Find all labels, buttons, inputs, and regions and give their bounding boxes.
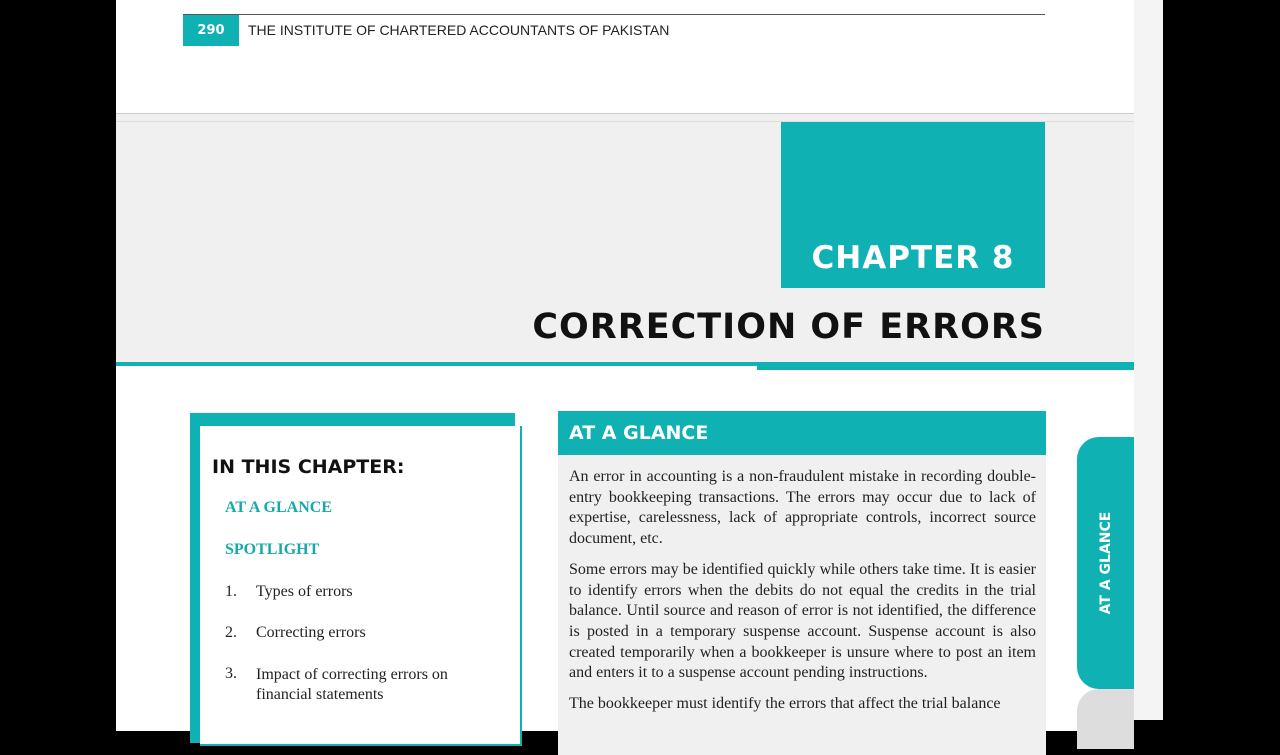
paragraph: An error in accounting is a non-fraudulent mistake in recording double-entry bookkeeping transactions. The errors may occur due to lack of expertise, carelessness, lack of appropriate controls, incorrect source document, etc. [569,468,1036,548]
side-tab-label: AT A GLANCE [1097,511,1114,615]
chapter-label: CHAPTER 8 [811,240,1015,276]
toc-item[interactable] [225,665,495,705]
toc-item[interactable] [225,624,366,642]
chapter-box [781,122,1045,288]
paragraph: The bookkeeper must identify the errors that affect the trial balance [569,695,1001,713]
chapter-page [116,121,1134,731]
at-a-glance-body [558,455,1046,755]
toc-item-label: Correcting errors [256,624,366,641]
toc-heading: IN THIS CHAPTER: [212,456,405,478]
document-viewer [116,0,1163,720]
divider-thick [757,366,1134,370]
toc-item[interactable] [225,499,332,517]
toc-item-label: Types of errors [256,583,353,600]
viewer-margin [1134,0,1163,720]
at-a-glance-heading: AT A GLANCE [558,411,1046,455]
chapter-title: CORRECTION OF ERRORS [532,307,1045,347]
toc-item[interactable] [225,583,353,601]
side-tab-next[interactable] [1077,689,1134,749]
toc-item-number: 2. [225,624,237,641]
page-290 [116,0,1134,114]
chapter-banner [116,122,1134,366]
toc-item-number: 1. [225,583,237,600]
header-rule [183,14,1045,15]
paragraph: Some errors may be identified quickly while others take time. It is easier to identify errors when the debits do not equal the credits in the trial balance. Until source and reason of error is not identified, the difference is posted in a temporary suspense account. Suspense account is also created temporarily when a bookkeeper is unsure where to post an item and enters it to a suspense account pending instructions. [569,560,1036,682]
toc-item-label: AT A GLANCE [225,499,332,516]
side-tab-at-a-glance[interactable] [1077,437,1134,689]
page-number: 290 [183,15,239,46]
in-this-chapter-box [200,426,522,746]
toc-item-label: Impact of correcting errors on financial statements [256,666,448,703]
toc-item-number: 3. [225,665,237,682]
running-header: THE INSTITUTE OF CHARTERED ACCOUNTANTS OF PAKISTAN [248,22,670,38]
toc-item-label: SPOTLIGHT [225,541,320,558]
toc-item[interactable] [225,541,319,559]
